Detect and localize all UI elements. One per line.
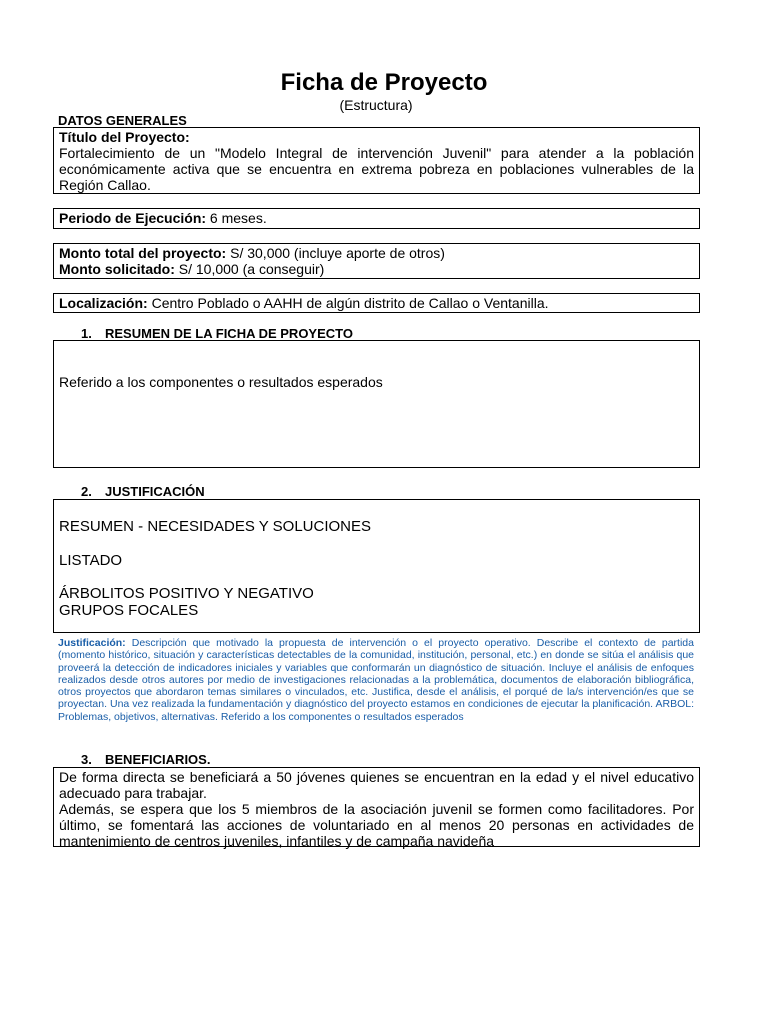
beneficiarios-paragraph-2: Además, se espera que los 5 miembros de la asociación juvenil se formen como facilitadores. Por último, se fomentará las acciones de voluntariado en al menos 20 personas en actividades de mantenimiento de centros juveniles, infantiles y de campaña navideña (59, 801, 694, 849)
monto-box (53, 243, 700, 279)
periodo-label: Periodo de Ejecución: (59, 210, 207, 226)
titulo-proyecto-box (53, 127, 700, 194)
resumen-text: Referido a los componentes o resultados esperados (59, 374, 383, 390)
justificacion-note-label: Justificación: (58, 637, 126, 649)
periodo-box (53, 208, 700, 229)
justificacion-line-listado: LISTADO (59, 552, 123, 569)
beneficiarios-paragraph-1: De forma directa se beneficiará a 50 jóvenes quienes se encuentran en la edad y el nivel educativo adecuado para trabajar. (59, 769, 694, 801)
justificacion-line-arbolitos: ÁRBOLITOS POSITIVO Y NEGATIVO (59, 585, 314, 602)
resumen-heading: RESUMEN DE LA FICHA DE PROYECTO (105, 326, 353, 341)
justificacion-heading: JUSTIFICACIÓN (105, 484, 205, 499)
localizacion-value: Centro Poblado o AAHH de algún distrito de Callao o Ventanilla. (147, 295, 549, 311)
beneficiarios-box (53, 767, 700, 847)
monto-total-label: Monto total del proyecto: (59, 245, 227, 261)
resumen-box (53, 340, 700, 468)
titulo-proyecto-label: Título del Proyecto: (59, 129, 190, 145)
monto-solicitado-value: S/ 10,000 (a conseguir) (174, 261, 325, 277)
localizacion-label: Localización: (59, 295, 148, 311)
justificacion-line-resumen: RESUMEN - NECESIDADES Y SOLUCIONES (59, 518, 372, 535)
periodo-value: 6 meses. (206, 210, 267, 226)
datos-generales-heading: DATOS GENERALES (58, 113, 187, 128)
justificacion-number: 2. (81, 484, 92, 499)
justificacion-note (58, 637, 694, 723)
titulo-proyecto-text: Fortalecimiento de un "Modelo Integral de intervención Juvenil" para atender a la población económicamente activa que se encuentra en extrema pobreza en poblaciones vulnerables de la Región Callao. (59, 145, 694, 193)
page-subtitle: (Estructura) (339, 97, 413, 113)
justificacion-note-text: Descripción que motivado la propuesta de intervención o el proyecto operativo. Describe el contexto de partida (momento histórico, situación y características detectables de la comunidad, institución, personal, etc.) en donde se sitúa el análisis que proveerá la detección de indicadores iniciales y variables que conformarán un diagnóstico de situación. Incluye el análisis de enfoques realizados desde otros autores por medio de investigaciones relacionadas a la problemática, documentos de elaboración bibliográfica, otros proyectos que abordaron temas similares o vinculados, etc. Justifica, desde el análisis, el porqué de la/s intervención/es que se proyectan. Una vez realizada la fundamentación y diagnóstico del proyecto estamos en condiciones de ejecutar la planificación. ARBOL: Problemas, objetivos, alternativas. Referido a los componentes o resultados esperados (58, 637, 694, 723)
localizacion-box (53, 293, 700, 313)
justificacion-box (53, 499, 700, 633)
resumen-number: 1. (81, 326, 92, 341)
justificacion-line-grupos: GRUPOS FOCALES (59, 602, 199, 619)
beneficiarios-number: 3. (81, 752, 92, 767)
beneficiarios-heading: BENEFICIARIOS. (105, 752, 211, 767)
monto-solicitado-label: Monto solicitado: (59, 261, 175, 277)
monto-total-value: S/ 30,000 (incluye aporte de otros) (226, 245, 445, 261)
page-title: Ficha de Proyecto (280, 69, 488, 96)
